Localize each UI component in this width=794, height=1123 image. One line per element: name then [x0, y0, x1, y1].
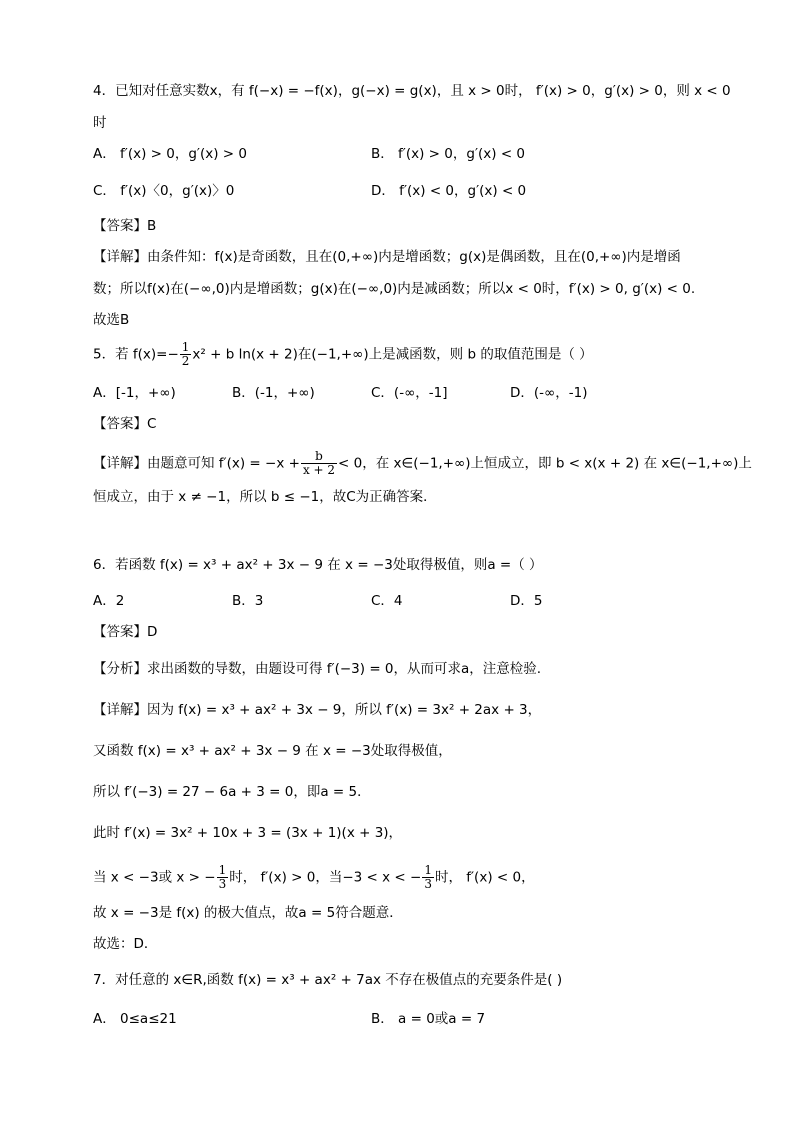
q5-answer: 【答案】C	[93, 416, 157, 432]
q5-detail-post: < 0，在 x∈(−1,+∞)上恒成立，即 b < x(x + 2) 在 x∈(−1,+∞)上	[338, 455, 752, 472]
q6-conclusion: 故选：D．	[93, 936, 158, 952]
q6-detail-line1: 【详解】因为 f(x) = x³ + ax² + 3x − 9，所以 f′(x) = 3x² + 2ax + 3，	[93, 702, 542, 718]
q5-detail-line1	[93, 450, 752, 477]
q6-frac2-num: 1	[424, 863, 432, 877]
q5-frac-num: 1	[181, 340, 190, 354]
q4-detail-line2: 数；所以f(x)在(−∞,0)内是增函数；g(x)在(−∞,0)内是减函数；所以x < 0时，f′(x) > 0, g′(x) < 0.	[93, 281, 696, 297]
q6-detail5-fraction2	[422, 864, 434, 891]
q6-frac2-den: 3	[424, 877, 432, 891]
q5-stem-post: x² + b ln(x + 2)在(−1,+∞)上是减函数，则 b 的取值范围是（ ）	[192, 346, 593, 363]
q7-stem: 7．对任意的 x∈R,函数 f(x) = x³ + ax² + 7ax 不存在极值点的充要条件是( )	[93, 972, 563, 988]
q6-analysis: 【分析】求出函数的导数，由题设可得 f′(−3) = 0，从而可求a，注意检验.	[93, 661, 542, 677]
q6-stem: 6．若函数 f(x) = x³ + ax² + 3x − 9 在 x = −3处取得极值，则a =（ ）	[93, 557, 543, 573]
q5-detail-frac-den: x + 2	[302, 463, 336, 477]
q6-answer: 【答案】D	[93, 624, 158, 640]
q6-detail-line5	[93, 864, 535, 891]
q6-option-b: B．3	[232, 593, 264, 609]
q5-stem-fraction	[180, 341, 192, 368]
q7-option-b: B． a = 0或a = 7	[371, 1011, 486, 1027]
q5-detail-frac-num: b	[301, 450, 337, 464]
q4-option-d: D． f′(x) < 0，g′(x) < 0	[371, 183, 527, 199]
q4-detail-line1: 【详解】由条件知：f(x)是奇函数，且在(0,+∞)内是增函数；g(x)是偶函数，且在(0,+∞)内是增函	[93, 249, 681, 265]
q4-stem-line2: 时	[93, 115, 107, 131]
q5-option-a: A．[-1，+∞)	[93, 385, 176, 401]
q4-option-b: B． f′(x) > 0，g′(x) < 0	[371, 146, 526, 162]
q6-option-c: C．4	[371, 593, 403, 609]
q5-option-c: C．(-∞，-1]	[371, 385, 448, 401]
q5-detail-fraction	[301, 450, 337, 477]
q4-answer: 【答案】B	[93, 218, 157, 234]
q5-frac-den: 2	[181, 354, 190, 368]
q5-option-d: D．(-∞，-1)	[510, 385, 588, 401]
q7-option-a: A． 0≤a≤21	[93, 1011, 177, 1027]
q4-conclusion: 故选B	[93, 312, 130, 328]
q6-detail-line6: 故 x = −3是 f(x) 的极大值点，故a = 5符合题意．	[93, 905, 403, 921]
q6-detail-line4: 此时 f′(x) = 3x² + 10x + 3 = (3x + 1)(x + 3)，	[93, 825, 403, 841]
q4-stem-line1: 4．已知对任意实数x，有 f(−x) = −f(x)，g(−x) = g(x)，且 x > 0时， f′(x) > 0，g′(x) > 0，则 x < 0	[93, 83, 731, 99]
q4-option-a: A． f′(x) > 0，g′(x) > 0	[93, 146, 247, 162]
q6-frac1-num: 1	[218, 863, 227, 877]
q4-option-c: C． f′(x)〈0，g′(x)〉0	[93, 183, 235, 199]
q6-detail-line2: 又函数 f(x) = x³ + ax² + 3x − 9 在 x = −3处取得极值，	[93, 743, 452, 759]
q6-detail5-a: 当 x < −3或 x > −	[93, 869, 216, 886]
q6-detail-line3: 所以 f′(−3) = 27 − 6a + 3 = 0，即a = 5．	[93, 784, 371, 800]
q6-detail5-b: 时， f′(x) > 0，当−3 < x < −	[229, 869, 422, 886]
q6-option-a: A．2	[93, 593, 125, 609]
q6-option-d: D．5	[510, 593, 543, 609]
q6-frac1-den: 3	[218, 877, 227, 891]
q5-stem-pre: 5．若 f(x)=−	[93, 346, 179, 363]
q6-detail5-c: 时， f′(x) < 0，	[434, 869, 535, 886]
q5-option-b: B．(-1，+∞)	[232, 385, 315, 401]
q5-detail-line2: 恒成立，由于 x ≠ −1，所以 b ≤ −1，故C为正确答案．	[93, 489, 437, 505]
q5-stem	[93, 341, 593, 368]
q6-detail5-fraction1	[217, 864, 229, 891]
q5-detail-pre: 【详解】由题意可知 f′(x) = −x +	[93, 455, 300, 472]
